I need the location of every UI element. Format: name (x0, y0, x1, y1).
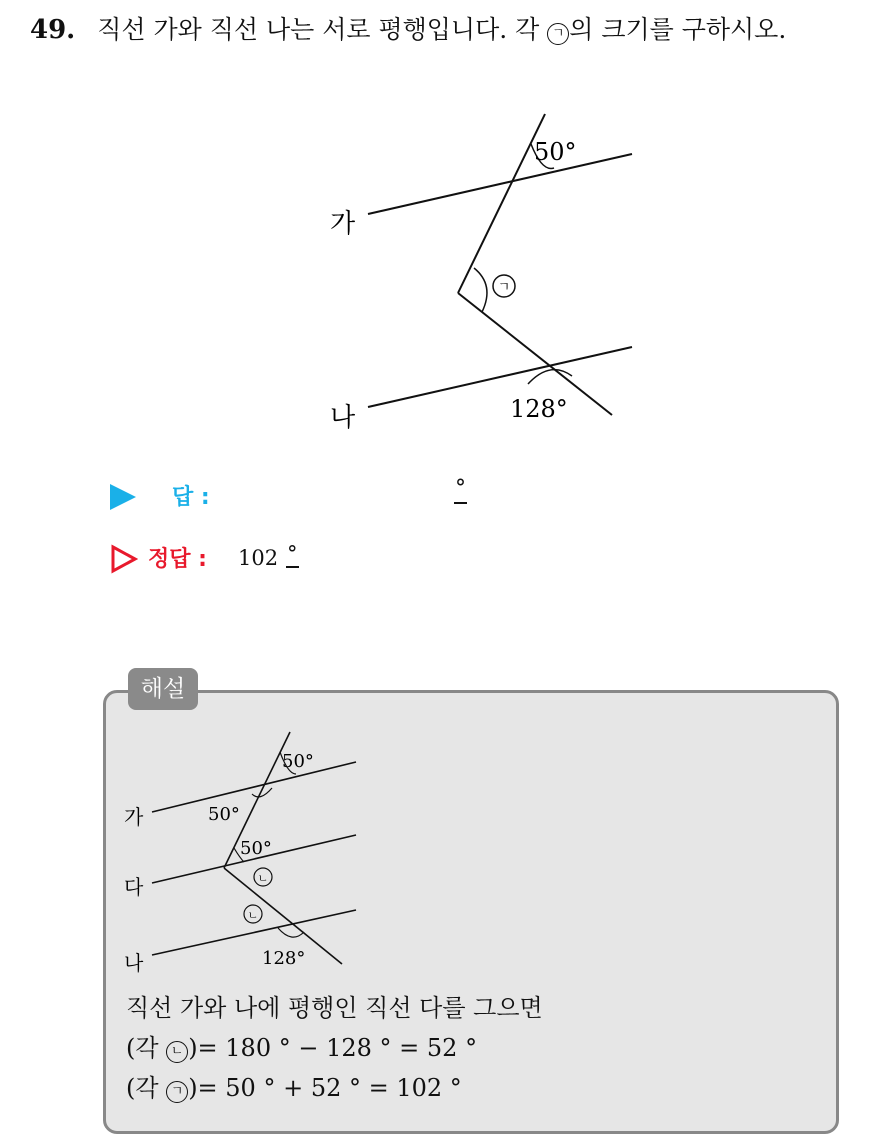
main-figure (320, 100, 640, 430)
solution-text (126, 988, 543, 1108)
solution-line-2-rest: )= 180 ° − 128 ° = 52 ° (188, 1034, 478, 1062)
arc-bottom (528, 370, 572, 384)
solution-tab: 해설 (128, 668, 198, 710)
solution-line-2 (126, 1028, 543, 1068)
outline-triangle-icon (110, 544, 138, 574)
sol-angle-circ-1: ㄴ (257, 872, 269, 885)
answer-label: 답 : (172, 485, 210, 510)
sol-label-line-a: 가 (124, 805, 144, 829)
question-number: 49. (30, 15, 76, 45)
sol-label-line-b: 나 (124, 951, 144, 975)
play-triangle-icon (110, 484, 136, 510)
correct-answer-value: 102 (238, 546, 279, 570)
answer-row (110, 478, 610, 518)
solution-line-2-prefix: (각 (126, 1034, 167, 1062)
sol-label-line-c: 다 (124, 875, 144, 899)
correct-answer-unit: ° (287, 542, 298, 566)
sol-angle-alt-2: 50° (240, 838, 272, 859)
solution-line-1: 직선 가와 나에 평행인 직선 다를 그으면 (126, 994, 543, 1022)
angle-middle-label: ㄱ (497, 280, 511, 295)
solution-line-3-prefix: (각 (126, 1074, 167, 1102)
question-text-before: 직선 가와 직선 나는 서로 평행입니다. 각 (97, 15, 548, 44)
question (30, 12, 870, 48)
sol-angle-circ-2: ㄴ (247, 909, 259, 922)
solution-line-3-rest: )= 50 ° + 52 ° = 102 ° (188, 1074, 462, 1102)
solution-figure (120, 722, 370, 982)
sol-angle-bottom: 128° (262, 948, 306, 969)
transversal-upper (458, 114, 545, 293)
angle-bottom-label: 128° (510, 395, 568, 423)
angle-top-label: 50° (534, 138, 577, 166)
sol-angle-alt-1: 50° (208, 804, 240, 825)
label-line-a: 가 (330, 209, 356, 239)
circled-symbol: ㄱ (547, 23, 569, 45)
correct-answer-row (110, 540, 610, 580)
solution-line-3-symbol: ㄱ (166, 1081, 188, 1103)
label-line-b: 나 (330, 403, 356, 430)
correct-answer-label: 정답 : (148, 547, 207, 572)
sol-angle-top: 50° (282, 751, 314, 772)
line-b (368, 347, 632, 407)
question-text-after: 의 크기를 구하시오. (569, 15, 787, 44)
answer-unit: ° (454, 476, 467, 504)
solution-line-3 (126, 1068, 543, 1108)
solution-line-2-symbol: ㄴ (166, 1041, 188, 1063)
arc-middle (474, 268, 487, 312)
